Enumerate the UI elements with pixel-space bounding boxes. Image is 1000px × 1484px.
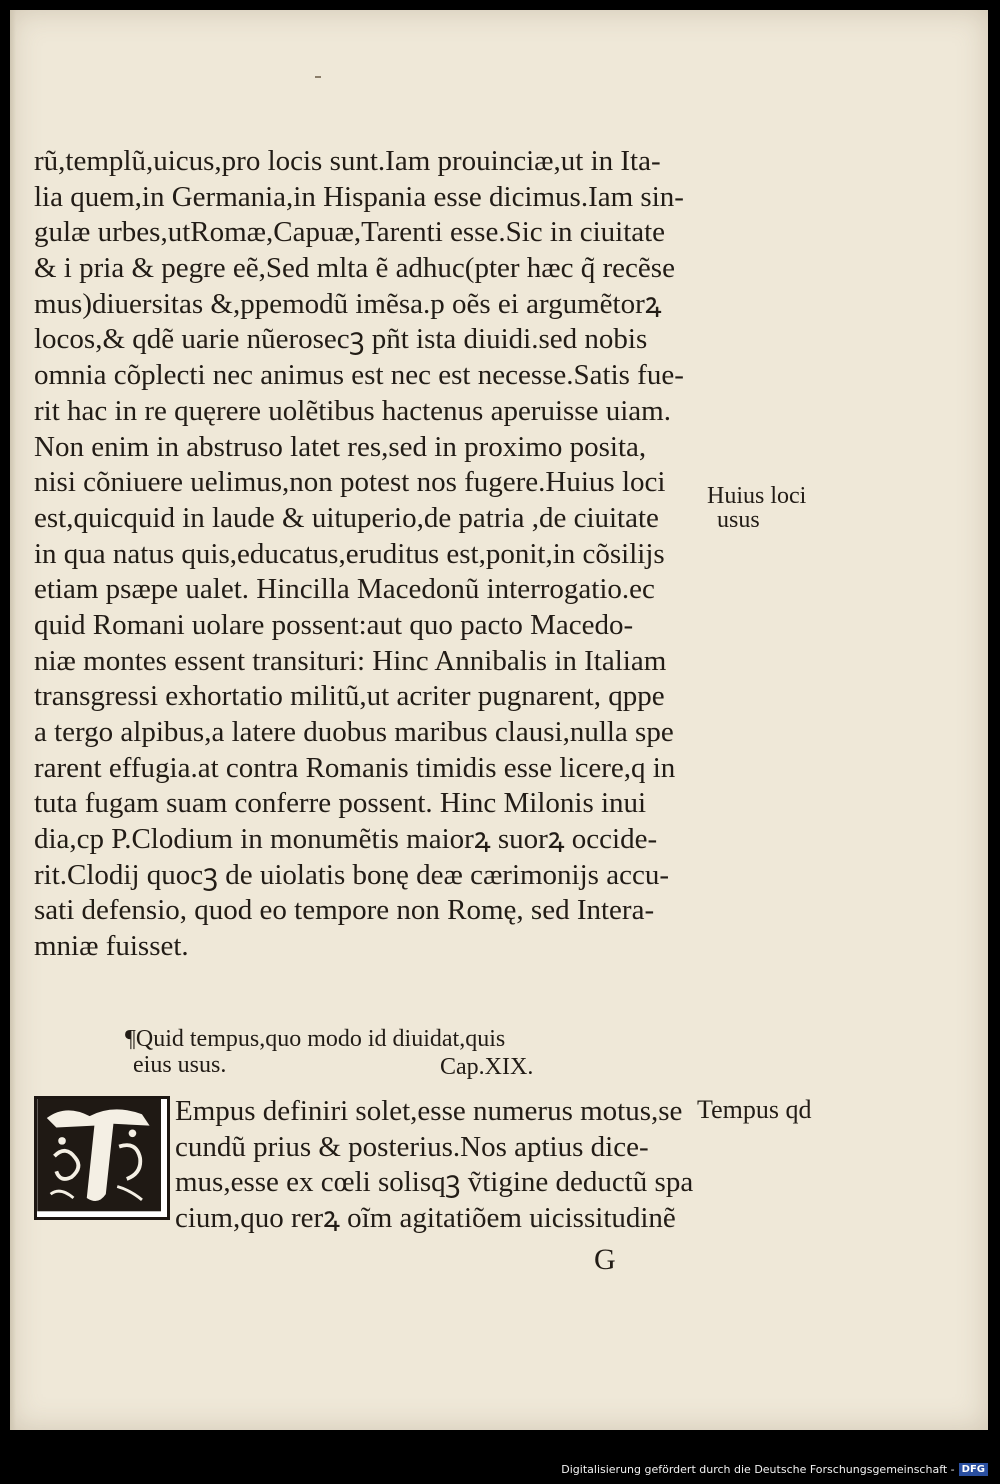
text-line: gulæ urbes,utRomæ,Capuæ,Tarenti esse.Sic in ciuitate xyxy=(34,216,666,249)
text-line: mniæ fuisset. xyxy=(34,930,189,963)
margin-note-huius xyxy=(707,484,806,532)
chapter-heading xyxy=(125,1026,685,1078)
heading-line: eius usus. xyxy=(133,1052,227,1078)
text-line: cundũ prius & posterius.Nos aptius dice- xyxy=(175,1130,649,1163)
text-line: est,quicquid in laude & uituperio,de patria ,de ciuitate xyxy=(34,501,659,534)
text-line: a tergo alpibus,a latere duobus maribus clausi,nulla spe xyxy=(34,716,674,748)
text-line: rit.Clodij quocꝫ de uiolatis bonę deæ cærimonijs accu- xyxy=(34,858,669,891)
text-line: tuta fugam suam conferre possent. Hinc Milonis inui xyxy=(34,787,647,820)
book-page xyxy=(10,10,988,1430)
margin-note-line: usus xyxy=(717,507,760,533)
text-line: rarent effugia.at contra Romanis timidis esse licere,q in xyxy=(34,751,676,784)
text-line: quid Romani uolare possent:aut quo pacto Macedo- xyxy=(34,608,634,641)
text-line: nisi cõniuere uelimus,non potest nos fugere.Huius loci xyxy=(34,466,666,499)
heading-line: ¶Quid tempus,quo modo id diuidat,quis xyxy=(125,1026,506,1052)
text-line: rit hac in re quęrere uolẽtibus hactenus aperuisse uiam. xyxy=(34,394,671,427)
footer-text: Digitalisierung gefördert durch die Deutsche Forschungsgemeinschaft - xyxy=(561,1463,955,1476)
text-line: omnia cõplecti nec animus est nec est necesse.Satis fue- xyxy=(34,359,684,392)
text-line: lia quem,in Germania,in Hispania esse dicimus.Iam sin- xyxy=(34,180,684,213)
decorated-initial-t xyxy=(34,1096,170,1220)
paper-speck xyxy=(315,76,321,78)
ornament-icon xyxy=(37,1099,167,1217)
text-line: locos,& qdẽ uarie nũerosecꝫ pñt ista diuidi.sed nobis xyxy=(34,323,648,356)
margin-note-line: Huius loci xyxy=(707,483,807,509)
text-line: Empus definiri solet,esse numerus motus,se xyxy=(175,1095,683,1127)
text-line: mus)diuersitas &,ppemodũ imẽsa.p oẽs ei argumẽtorꝝ xyxy=(34,287,662,320)
text-line: dia,cp P.Clodium in monumẽtis maiorꝝ suorꝝ occide- xyxy=(34,823,658,856)
text-line: niæ montes essent transituri: Hinc Annibalis in Italiam xyxy=(34,644,667,677)
text-line: transgressi exhortatio militũ,ut acriter pugnarent, qppe xyxy=(34,680,665,713)
text-line: Non enim in abstruso latet res,sed in proximo posita, xyxy=(34,430,647,463)
margin-note-tempus: Tempus qd xyxy=(697,1095,812,1124)
text-line: rũ,templũ,uicus,pro locis sunt.Iam prouinciæ,ut in Ita- xyxy=(34,145,661,177)
signature-mark: G xyxy=(594,1243,616,1276)
dfg-logo-icon: DFG xyxy=(959,1463,988,1476)
text-line: etiam psæpe ualet. Hincilla Macedonũ interrogatio.ec xyxy=(34,573,655,606)
body-text xyxy=(34,144,724,965)
chapter-text xyxy=(175,1094,715,1237)
funding-footer xyxy=(561,1463,988,1476)
text-line: sati defensio, quod eo tempore non Romę, sed Intera- xyxy=(34,894,655,927)
text-line: mus,esse ex cœli solisqꝫ ṽtigine deductũ spa xyxy=(175,1166,694,1199)
text-line: & i pria & pegre eẽ,Sed mlta ẽ adhuc(pter hæc q̃ recẽse xyxy=(34,252,675,285)
chapter-number: Cap.XIX. xyxy=(440,1054,534,1080)
text-line: cium,quo rerꝝ oĩm agitatiõem uicissitudinẽ xyxy=(175,1202,676,1235)
text-line: in qua natus quis,educatus,eruditus est,ponit,in cõsilijs xyxy=(34,537,665,570)
